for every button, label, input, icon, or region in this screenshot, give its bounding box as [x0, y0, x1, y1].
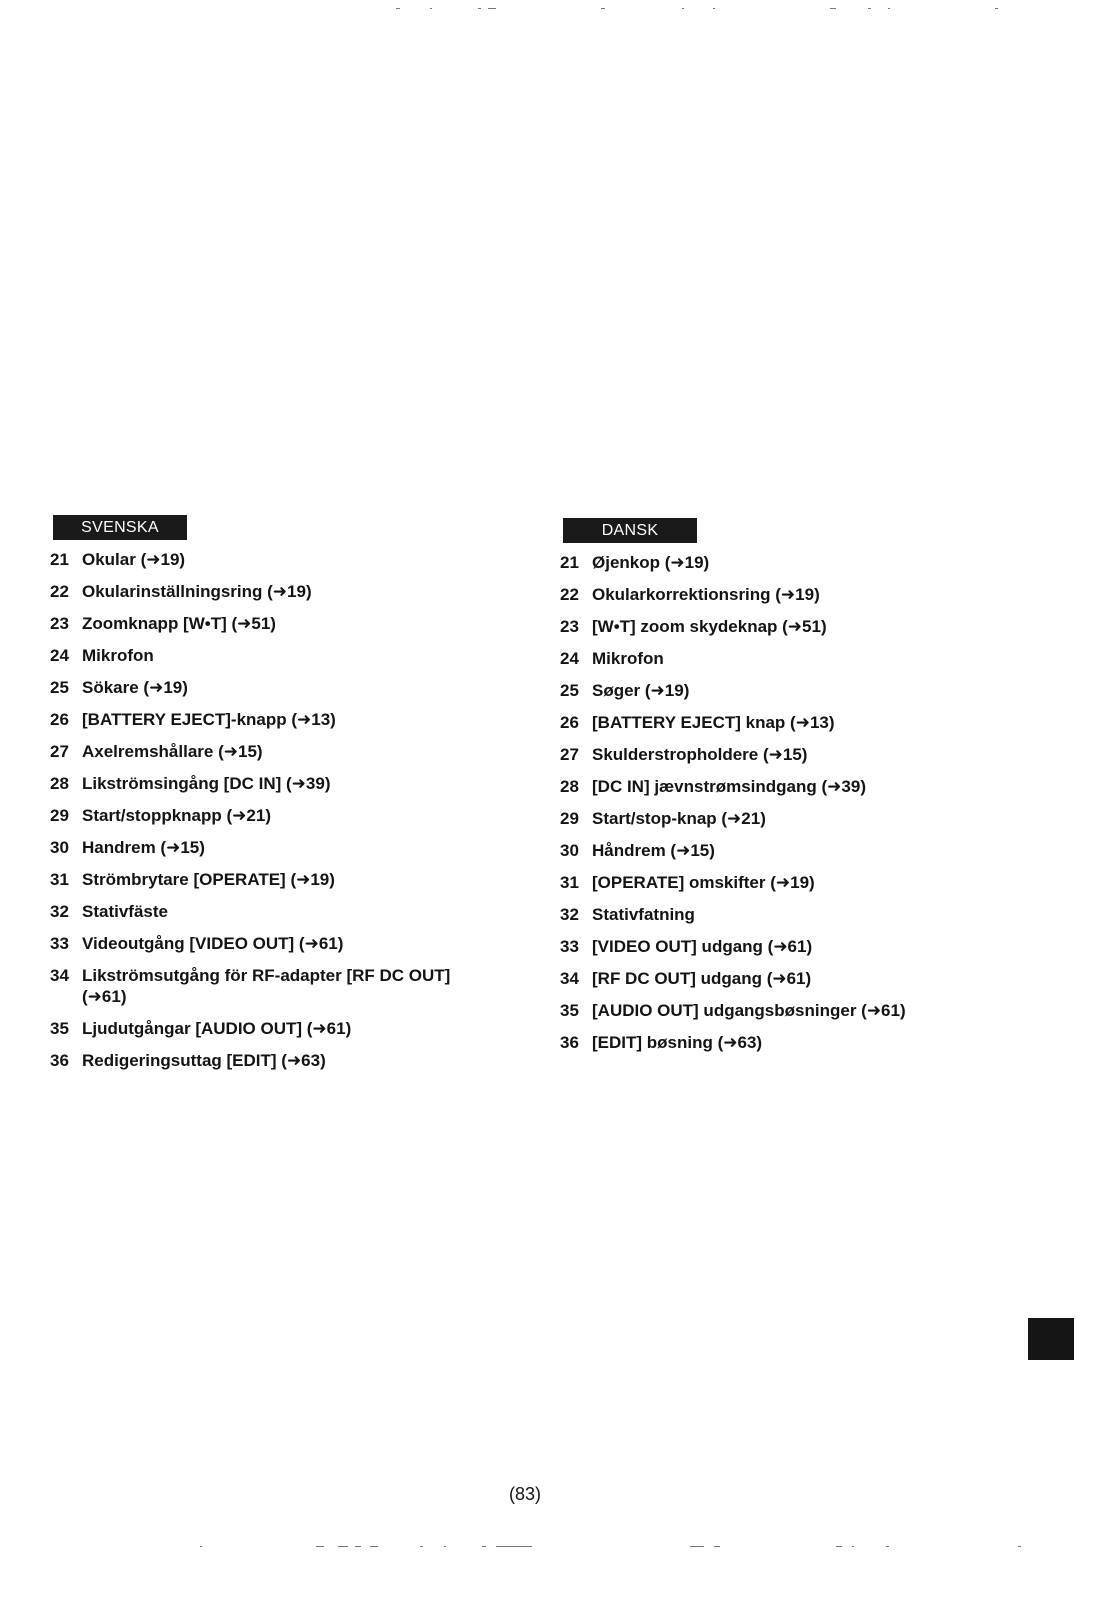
item-number: 35 — [50, 1019, 69, 1038]
list-item — [558, 840, 906, 861]
list-item — [558, 936, 906, 957]
item-text: Videoutgång [VIDEO OUT] (➜61) — [82, 934, 344, 953]
item-text: Okularinställningsring (➜19) — [82, 582, 312, 601]
item-text: Strömbrytare [OPERATE] (➜19) — [82, 870, 335, 889]
item-text: Stativfäste — [82, 902, 168, 921]
item-number: 24 — [50, 646, 69, 665]
item-text: Øjenkop (➜19) — [592, 553, 710, 572]
item-number: 29 — [560, 809, 579, 828]
list-item — [48, 677, 462, 698]
item-number: 34 — [560, 969, 579, 988]
list-item — [558, 1000, 906, 1021]
list-item — [48, 741, 462, 762]
list-item — [48, 581, 462, 602]
item-number: 29 — [50, 806, 69, 825]
list-item — [558, 776, 906, 797]
list-item — [48, 709, 462, 730]
list-item — [558, 1032, 906, 1053]
item-number: 22 — [560, 585, 579, 604]
item-number: 26 — [50, 710, 69, 729]
list-item — [558, 648, 906, 669]
item-text: [EDIT] bøsning (➜63) — [592, 1033, 763, 1052]
item-text: Okular (➜19) — [82, 550, 186, 569]
list-item — [48, 805, 462, 826]
item-text: Stativfatning — [592, 905, 695, 924]
scan-artifacts-top — [0, 8, 1099, 18]
item-number: 21 — [50, 550, 69, 569]
item-text: [DC IN] jævnstrømsindgang (➜39) — [592, 777, 866, 796]
item-text: Søger (➜19) — [592, 681, 690, 700]
item-number: 27 — [50, 742, 69, 761]
item-number: 32 — [560, 905, 579, 924]
item-number: 32 — [50, 902, 69, 921]
list-item — [48, 1018, 462, 1039]
list-item — [48, 773, 462, 794]
section-tab-marker — [1028, 1318, 1074, 1360]
item-number: 27 — [560, 745, 579, 764]
item-text: [VIDEO OUT] udgang (➜61) — [592, 937, 813, 956]
page-number: (83) — [508, 1484, 541, 1504]
item-text: Handrem (➜15) — [82, 838, 205, 857]
list-item — [558, 584, 906, 605]
item-number: 36 — [560, 1033, 579, 1052]
list-item — [48, 549, 462, 570]
svenska-heading: SVENSKA — [53, 515, 187, 540]
list-item — [558, 744, 906, 765]
item-number: 33 — [560, 937, 579, 956]
item-number: 21 — [560, 553, 579, 572]
item-text: Mikrofon — [82, 646, 154, 665]
item-text: [AUDIO OUT] udgangsbøsninger (➜61) — [592, 1001, 906, 1020]
item-text: [OPERATE] omskifter (➜19) — [592, 873, 815, 892]
item-number: 34 — [50, 966, 69, 985]
item-number: 36 — [50, 1051, 69, 1070]
item-text: Zoomknapp [W•T] (➜51) — [82, 614, 276, 633]
item-text: [RF DC OUT] udgang (➜61) — [592, 969, 812, 988]
scan-artifacts-bottom — [0, 1546, 1099, 1556]
item-number: 33 — [50, 934, 69, 953]
item-text: Håndrem (➜15) — [592, 841, 715, 860]
item-text: Sökare (➜19) — [82, 678, 188, 697]
item-number: 25 — [560, 681, 579, 700]
item-text: Redigeringsuttag [EDIT] (➜63) — [82, 1051, 326, 1070]
item-number: 35 — [560, 1001, 579, 1020]
item-text: Start/stoppknapp (➜21) — [82, 806, 271, 825]
list-item — [48, 1050, 462, 1071]
item-number: 26 — [560, 713, 579, 732]
item-text: Okularkorrektionsring (➜19) — [592, 585, 820, 604]
item-number: 30 — [560, 841, 579, 860]
item-number: 28 — [50, 774, 69, 793]
list-item — [558, 872, 906, 893]
item-text: [BATTERY EJECT] knap (➜13) — [592, 713, 835, 732]
item-number: 31 — [50, 870, 69, 889]
item-number: 31 — [560, 873, 579, 892]
list-item — [48, 933, 462, 954]
item-text: Likströmsutgång för RF-adapter [RF DC OUT] (➜61) — [82, 966, 451, 1006]
item-number: 25 — [50, 678, 69, 697]
item-number: 23 — [560, 617, 579, 636]
list-item — [558, 680, 906, 701]
item-number: 30 — [50, 838, 69, 857]
item-text: Likströmsingång [DC IN] (➜39) — [82, 774, 331, 793]
item-text: Skulderstropholdere (➜15) — [592, 745, 808, 764]
list-item — [558, 616, 906, 637]
list-item — [48, 837, 462, 858]
list-item — [558, 712, 906, 733]
list-item — [48, 901, 462, 922]
item-text: Start/stop-knap (➜21) — [592, 809, 766, 828]
list-item — [48, 645, 462, 666]
list-item — [48, 965, 462, 1007]
list-item — [558, 968, 906, 989]
svenska-parts-list — [48, 549, 462, 1082]
item-number: 22 — [50, 582, 69, 601]
item-text: Axelremshållare (➜15) — [82, 742, 263, 761]
list-item — [558, 552, 906, 573]
item-text: Mikrofon — [592, 649, 664, 668]
item-number: 24 — [560, 649, 579, 668]
list-item — [48, 613, 462, 634]
item-text: Ljudutgångar [AUDIO OUT] (➜61) — [82, 1019, 352, 1038]
list-item — [558, 904, 906, 925]
item-text: [W•T] zoom skydeknap (➜51) — [592, 617, 827, 636]
item-text: [BATTERY EJECT]-knapp (➜13) — [82, 710, 336, 729]
list-item — [48, 869, 462, 890]
item-number: 28 — [560, 777, 579, 796]
list-item — [558, 808, 906, 829]
dansk-parts-list — [558, 552, 906, 1064]
item-number: 23 — [50, 614, 69, 633]
dansk-heading: DANSK — [563, 518, 697, 543]
